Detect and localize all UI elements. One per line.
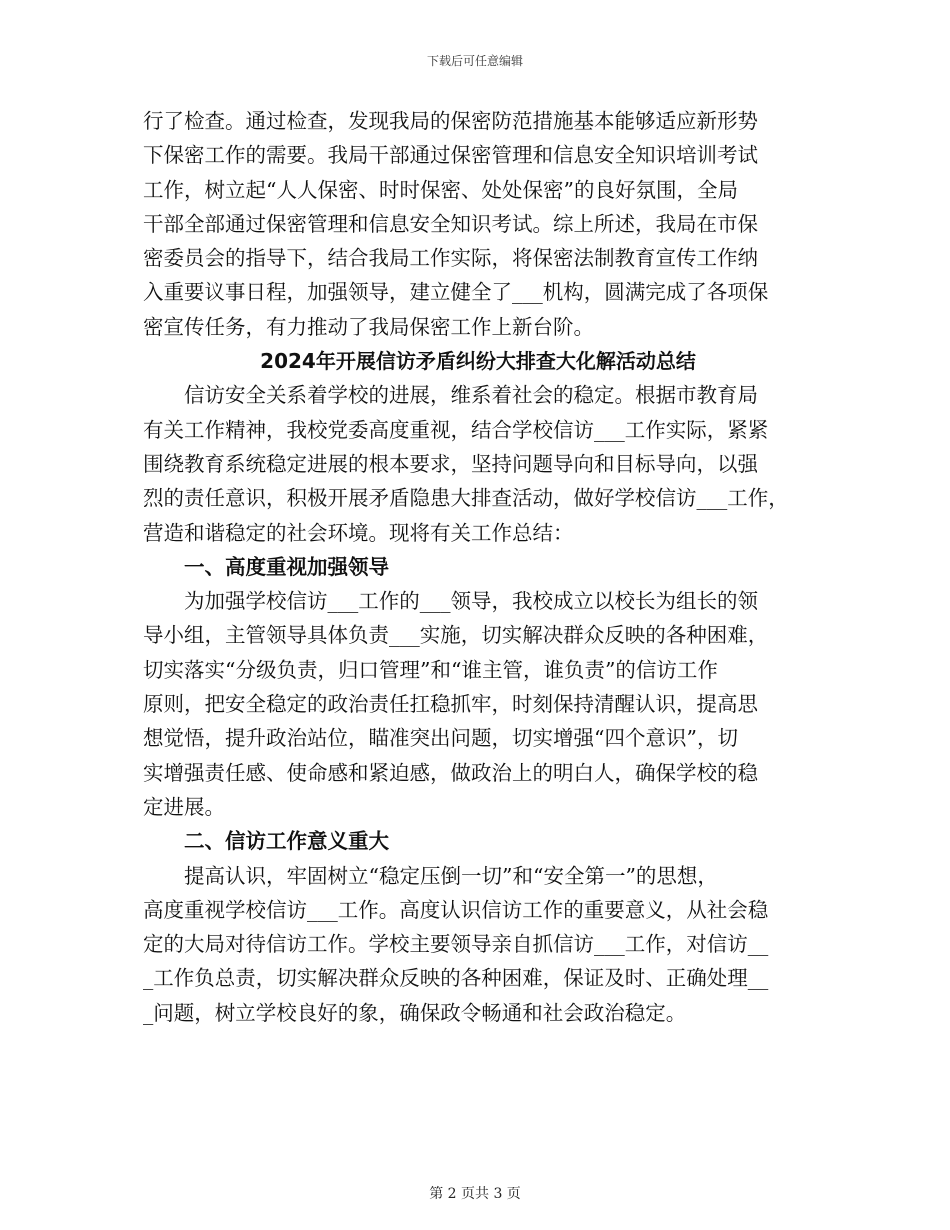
section-heading-2: 二、信访工作意义重大 [184,829,389,854]
text-line: 定进展。 [143,794,225,819]
text-line: 提高认识，牢固树立“稳定压倒一切”和“安全第一”的思想， [184,863,718,888]
text-line: 切实落实“分级负责，归口管理”和“谁主管，谁负责”的信访工作 [143,657,718,682]
text-line: 想觉悟，提升政治站位，瞄准突出问题，切实增强“四个意识”，切 [143,726,738,751]
text-line: 实增强责任感、使命感和紧迫感，做政治上的明白人，确保学校的稳 [143,760,758,785]
text-line: 工作，树立起“人人保密、时时保密、处处保密”的良好氛围，全局 [143,177,738,202]
text-line: 为加强学校信访___工作的___领导，我校成立以校长为组长的领 [184,589,758,614]
text-line: 导小组，主管领导具体负责___实施，切实解决群众反映的各种困难， [143,623,769,648]
text-line: 入重要议事日程，加强领导，建立健全了___机构，圆满完成了各项保 [143,280,769,305]
document-title: 2024年开展信访矛盾纠纷大排查大化解活动总结 [260,349,696,374]
paragraph-intro-summary [143,378,813,549]
paragraph-section-1 [143,584,813,824]
text-line: 行了检查。通过检查，发现我局的保密防范措施基本能够适应新形势 [143,109,758,133]
section-heading-1: 一、高度重视加强领导 [184,554,389,579]
text-line: 信访安全关系着学校的进展，维系着社会的稳定。根据市教育局 [184,383,758,408]
text-line: 营造和谐稳定的社会环境。现将有关工作总结： [143,520,574,545]
text-line: 下保密工作的需要。我局干部通过保密管理和信息安全知识培训考试 [143,143,758,168]
text-line: _问题，树立学校良好的象，确保政令畅通和社会政治稳定。 [143,1000,687,1025]
text-line: 围绕教育系统稳定进展的根本要求，坚持问题导向和目标导向，以强 [143,451,758,476]
text-line: 有关工作精神，我校党委高度重视，结合学校信访___工作实际，紧紧 [143,417,769,442]
document-body [143,104,813,1030]
text-line: 原则，把安全稳定的政治责任扛稳抓牢，时刻保持清醒认识，提高思 [143,692,758,717]
text-line: _工作负总责，切实解决群众反映的各种困难，保证及时、正确处理__ [143,966,769,991]
text-line: 定的大局对待信访工作。学校主要领导亲自抓信访___工作，对信访__ [143,932,769,957]
page-header: 下载后可任意编辑 [426,54,523,68]
text-line: 烈的责任意识，积极开展矛盾隐患大排查活动，做好学校信访___工作， [143,486,789,511]
text-line: 密宣传任务，有力推动了我局保密工作上新台阶。 [143,314,594,339]
page-footer: 第 2 页共 3 页 [429,1186,521,1202]
text-line: 密委员会的指导下，结合我局工作实际，将保密法制教育宣传工作纳 [143,246,758,271]
intro-paragraph [143,104,813,344]
text-line: 干部全部通过保密管理和信息安全知识考试。综上所述，我局在市保 [143,211,758,236]
paragraph-section-2 [143,859,813,1030]
text-line: 高度重视学校信访___工作。高度认识信访工作的重要意义，从社会稳 [143,897,769,922]
